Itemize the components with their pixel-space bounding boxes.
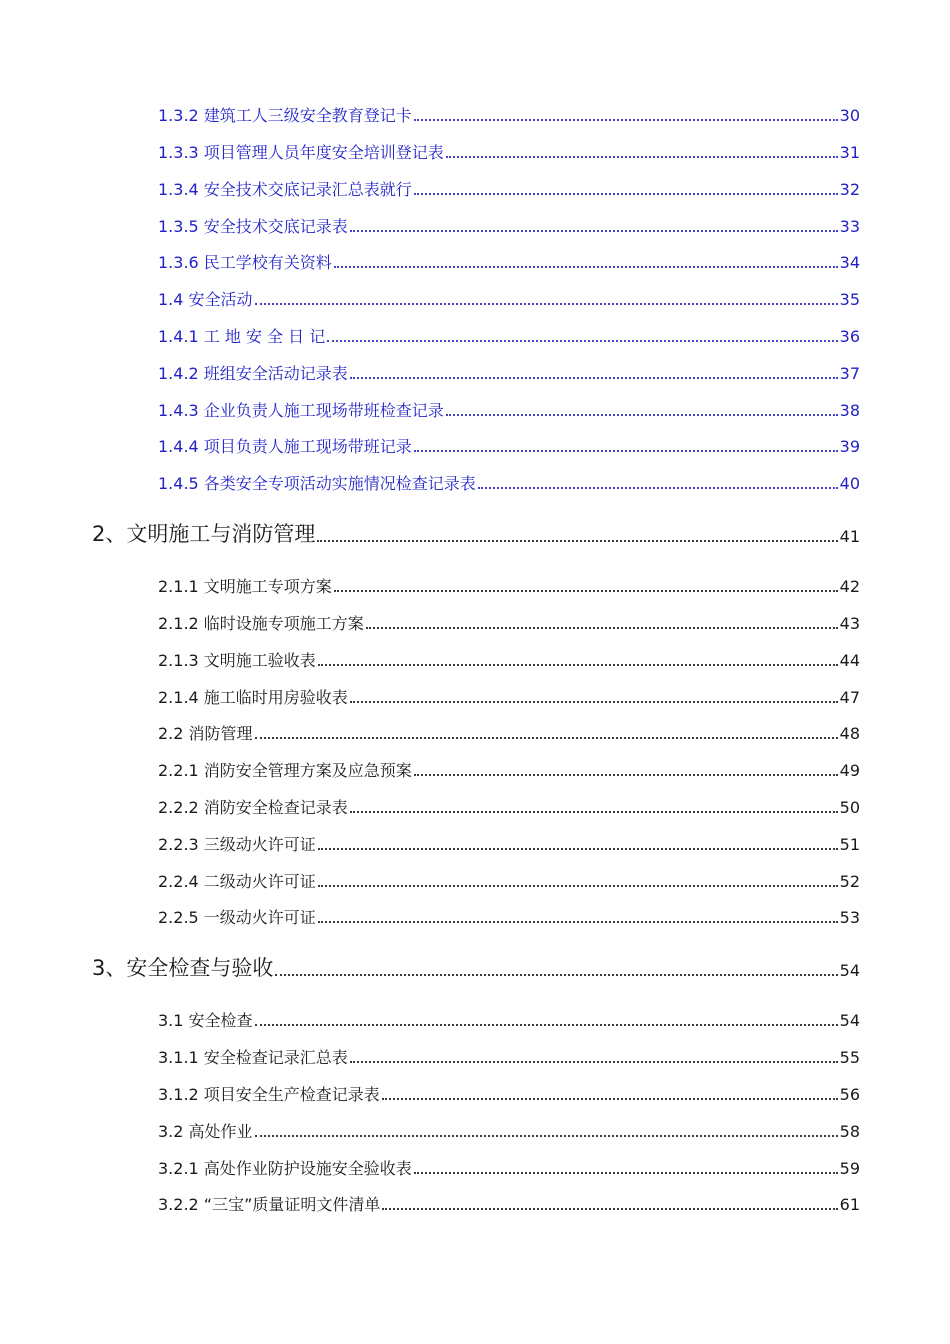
toc-entry-1-3-6[interactable] bbox=[158, 249, 860, 271]
toc-entry-page: 54 bbox=[839, 961, 860, 980]
dot-leader bbox=[414, 764, 838, 776]
toc-entry-2-2-3[interactable] bbox=[158, 831, 860, 853]
toc-entry-label: 1.3.6 民工学校有关资料 bbox=[158, 253, 332, 272]
toc-entry-1-3-5[interactable] bbox=[158, 213, 860, 235]
toc-entry-page: 41 bbox=[839, 527, 860, 546]
dot-leader bbox=[318, 911, 838, 923]
toc-entry-label: 1.3.5 安全技术交底记录表 bbox=[158, 217, 348, 236]
dot-leader bbox=[317, 530, 837, 542]
toc-entry-label: 1.3.2 建筑工人三级安全教育登记卡 bbox=[158, 106, 412, 125]
toc-entry-page: 32 bbox=[839, 180, 860, 199]
toc-entry-1-4-5[interactable] bbox=[158, 470, 860, 492]
toc-entry-page: 37 bbox=[839, 364, 860, 383]
dot-leader bbox=[318, 654, 838, 666]
toc-entry-3-1[interactable] bbox=[158, 1007, 860, 1029]
toc-entry-2-1-3[interactable] bbox=[158, 647, 860, 669]
toc-entry-1-4-4[interactable] bbox=[158, 433, 860, 455]
toc-entry-2-2-5[interactable] bbox=[158, 904, 860, 926]
dot-leader bbox=[382, 1088, 838, 1100]
dot-leader bbox=[366, 617, 838, 629]
toc-heading-3[interactable] bbox=[92, 951, 860, 979]
dot-leader bbox=[350, 801, 838, 813]
dot-leader bbox=[446, 404, 838, 416]
toc-entry-page: 55 bbox=[839, 1048, 860, 1067]
dot-leader bbox=[275, 964, 837, 976]
toc-entry-label: 3.1 安全检查 bbox=[158, 1011, 253, 1030]
dot-leader bbox=[255, 727, 838, 739]
toc-entry-label: 3.2 高处作业 bbox=[158, 1122, 253, 1141]
toc-entry-label: 1.4.4 项目负责人施工现场带班记录 bbox=[158, 437, 412, 456]
toc-entry-page: 58 bbox=[839, 1122, 860, 1141]
toc-entry-label: 2.2.1 消防安全管理方案及应急预案 bbox=[158, 761, 412, 780]
toc-entry-2-2-1[interactable] bbox=[158, 757, 860, 779]
toc-entry-1-4[interactable] bbox=[158, 286, 860, 308]
toc-entry-label: 1.3.4 安全技术交底记录汇总表就行 bbox=[158, 180, 412, 199]
dot-leader bbox=[334, 580, 838, 592]
toc-entry-page: 35 bbox=[839, 290, 860, 309]
toc-entry-2-2-4[interactable] bbox=[158, 868, 860, 890]
toc-entry-label: 2.1.2 临时设施专项施工方案 bbox=[158, 614, 364, 633]
toc-entry-label: 2.2 消防管理 bbox=[158, 724, 253, 743]
toc-entry-2-1-2[interactable] bbox=[158, 610, 860, 632]
toc-entry-1-3-2[interactable] bbox=[158, 102, 860, 124]
dot-leader bbox=[382, 1198, 837, 1210]
toc-entry-2-1-4[interactable] bbox=[158, 684, 860, 706]
toc-entry-1-4-1[interactable] bbox=[158, 323, 860, 345]
toc-entry-page: 43 bbox=[839, 614, 860, 633]
toc-entry-label: 2.2.2 消防安全检查记录表 bbox=[158, 798, 348, 817]
toc-entry-label: 1.4.5 各类安全专项活动实施情况检查记录表 bbox=[158, 474, 476, 493]
toc-entry-label: 2、文明施工与消防管理 bbox=[92, 522, 316, 546]
toc-entry-label: 1.4 安全活动 bbox=[158, 290, 253, 309]
toc-entry-page: 38 bbox=[839, 401, 860, 420]
toc-entry-page: 30 bbox=[839, 106, 860, 125]
dot-leader bbox=[334, 256, 838, 268]
toc-entry-label: 1.4.1 工 地 安 全 日 记 bbox=[158, 327, 326, 346]
dot-leader bbox=[446, 146, 838, 158]
toc-entry-label: 3.2.2 “三宝”质量证明文件清单 bbox=[158, 1195, 381, 1214]
toc-entry-page: 50 bbox=[839, 798, 860, 817]
toc-entry-1-4-2[interactable] bbox=[158, 360, 860, 382]
dot-leader bbox=[318, 875, 838, 887]
toc-entry-2-2-2[interactable] bbox=[158, 794, 860, 816]
dot-leader bbox=[414, 109, 838, 121]
toc-entry-page: 44 bbox=[839, 651, 860, 670]
toc-entry-label: 3、安全检查与验收 bbox=[92, 956, 274, 980]
toc-entry-page: 36 bbox=[839, 327, 860, 346]
toc-entry-page: 59 bbox=[839, 1159, 860, 1178]
dot-leader bbox=[255, 1125, 838, 1137]
toc-entry-label: 1.4.2 班组安全活动记录表 bbox=[158, 364, 348, 383]
toc-entry-page: 39 bbox=[839, 437, 860, 456]
toc-entry-page: 52 bbox=[839, 872, 860, 891]
dot-leader bbox=[255, 1014, 838, 1026]
toc-entry-label: 2.1.1 文明施工专项方案 bbox=[158, 577, 332, 596]
dot-leader bbox=[327, 330, 837, 342]
toc-entry-label: 1.3.3 项目管理人员年度安全培训登记表 bbox=[158, 143, 444, 162]
dot-leader bbox=[414, 183, 838, 195]
toc-entry-page: 48 bbox=[839, 724, 860, 743]
toc-entry-2-2[interactable] bbox=[158, 720, 860, 742]
toc-entry-page: 31 bbox=[839, 143, 860, 162]
toc-entry-3-1-2[interactable] bbox=[158, 1081, 860, 1103]
toc-entry-page: 53 bbox=[839, 908, 860, 927]
dot-leader bbox=[350, 367, 838, 379]
toc-entry-page: 40 bbox=[839, 474, 860, 493]
toc-entry-label: 2.1.3 文明施工验收表 bbox=[158, 651, 316, 670]
dot-leader bbox=[318, 838, 838, 850]
toc-entry-label: 2.2.3 三级动火许可证 bbox=[158, 835, 316, 854]
toc-entry-page: 33 bbox=[839, 217, 860, 236]
toc-heading-2[interactable] bbox=[92, 517, 860, 545]
toc-entry-label: 3.2.1 高处作业防护设施安全验收表 bbox=[158, 1159, 412, 1178]
toc-entry-3-2-1[interactable] bbox=[158, 1155, 860, 1177]
dot-leader bbox=[350, 220, 838, 232]
toc-entry-1-3-4[interactable] bbox=[158, 176, 860, 198]
toc-entry-page: 56 bbox=[839, 1085, 860, 1104]
toc-entry-label: 2.2.5 一级动火许可证 bbox=[158, 908, 316, 927]
toc-entry-label: 2.2.4 二级动火许可证 bbox=[158, 872, 316, 891]
toc-entry-3-2[interactable] bbox=[158, 1118, 860, 1140]
toc-entry-page: 47 bbox=[839, 688, 860, 707]
toc-entry-3-1-1[interactable] bbox=[158, 1044, 860, 1066]
dot-leader bbox=[255, 293, 838, 305]
toc-entry-page: 61 bbox=[839, 1195, 860, 1214]
dot-leader bbox=[414, 1162, 838, 1174]
toc-entry-label: 3.1.1 安全检查记录汇总表 bbox=[158, 1048, 348, 1067]
dot-leader bbox=[350, 1051, 838, 1063]
dot-leader bbox=[414, 440, 838, 452]
toc-entry-label: 2.1.4 施工临时用房验收表 bbox=[158, 688, 348, 707]
dot-leader bbox=[350, 691, 838, 703]
toc-entry-1-4-3[interactable] bbox=[158, 397, 860, 419]
toc-entry-page: 49 bbox=[839, 761, 860, 780]
toc-entry-1-3-3[interactable] bbox=[158, 139, 860, 161]
toc-entry-label: 1.4.3 企业负责人施工现场带班检查记录 bbox=[158, 401, 444, 420]
dot-leader bbox=[478, 477, 838, 489]
toc-entry-3-2-2[interactable] bbox=[158, 1191, 860, 1213]
toc-entry-page: 34 bbox=[839, 253, 860, 272]
toc-entry-page: 42 bbox=[839, 577, 860, 596]
toc-entry-page: 51 bbox=[839, 835, 860, 854]
toc-entry-2-1-1[interactable] bbox=[158, 573, 860, 595]
toc-entry-page: 54 bbox=[839, 1011, 860, 1030]
toc-entry-label: 3.1.2 项目安全生产检查记录表 bbox=[158, 1085, 380, 1104]
